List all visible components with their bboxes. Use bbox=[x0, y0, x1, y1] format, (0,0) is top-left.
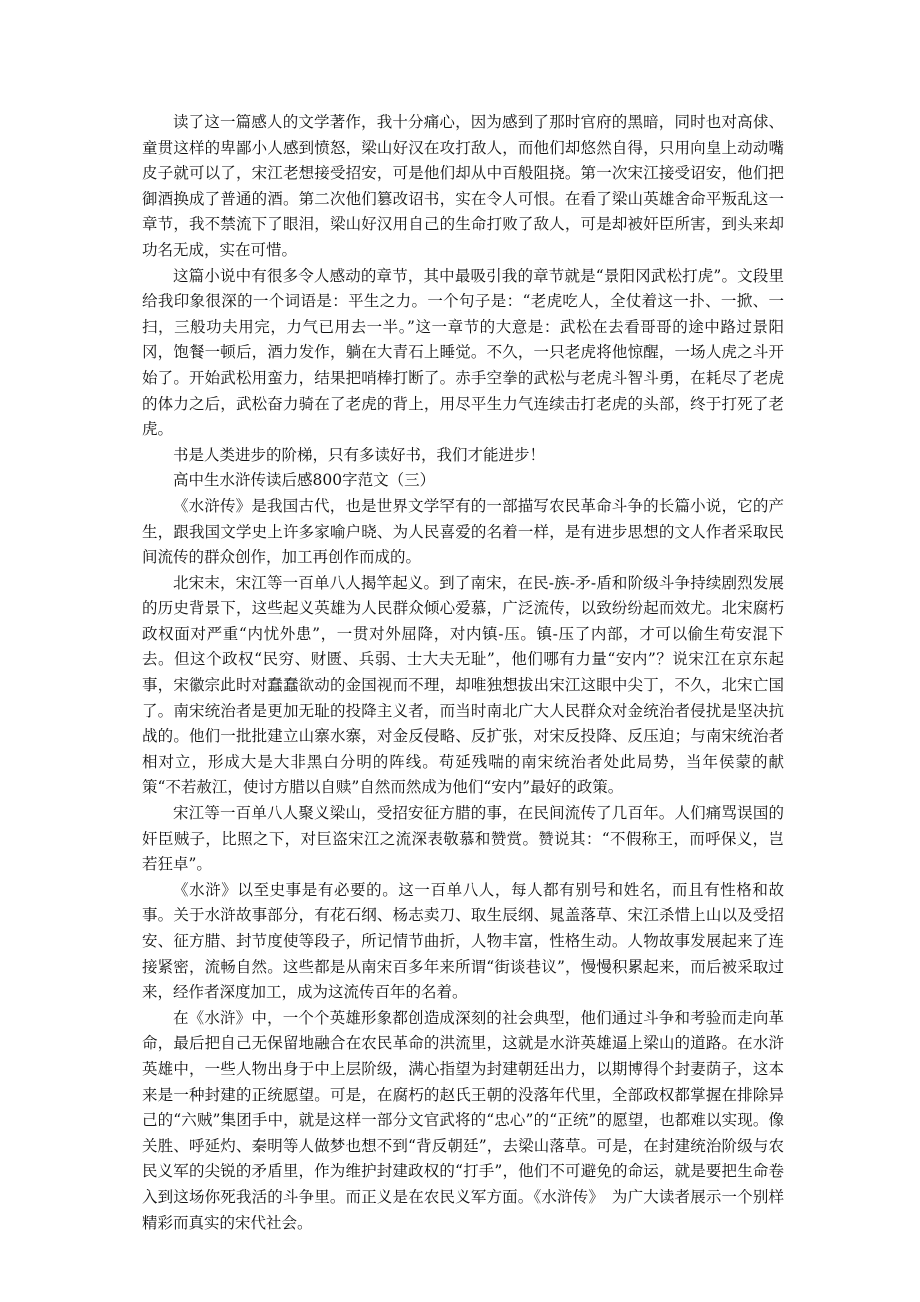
paragraph-5: 北宋末，宋江等一百单八人揭竿起义。到了南宋，在民-族-矛-盾和阶级斗争持续剧烈发展的历史背景下，这些起义英雄为人民群众倾心爱慕，广泛流传，以致纷纷起而效尤。北宋腐朽政权面对严重“内忧外患”，一贯对外屈降，对内镇-压。镇-压了内部，才可以偷生苟安混下去。但这个政权“民穷、财匮、兵弱、士大夫无耻”，他们哪有力量“安内”？说宋江在京东起事，宋徽宗此时对蠢蠢欲动的金国视而不理，却唯独想拔出宋江这眼中尖丁，不久，北宋亡国了。南宋统治者是更加无耻的投降主义者，而当时南北广大人民群众对金统治者侵扰是坚决抗战的。他们一批批建立山寨水寨，对金反侵略、反扩张，对宋反投降、反压迫；与南宋统治者相对立，形成大是大非黑白分明的阵线。苟延残喘的南宋统治者处此局势，当年侯蒙的献策“不若赦江，使讨方腊以自赎”自然而然成为他们“安内”最好的政策。 bbox=[142, 573, 784, 797]
paragraph-1: 读了这一篇感人的文学著作，我十分痛心，因为感到了那时官府的黑暗，同时也对高俅、童贯这样的卑鄙小人感到愤怒，梁山好汉在攻打敌人，而他们却悠然自得，只用向皇上动动嘴皮子就可以了，宋江老想接受招安，可是他们却从中百般阻挠。第一次宋江接受诏安，他们把御酒换成了普通的酒。第二次他们篡改诏书，实在令人可恨。在看了梁山英雄舍命平叛乱这一章节，我不禁流下了眼泪，梁山好汉用自己的生命打败了敌人，可是却被奸臣所害，到头来却功名无成，实在可惜。 bbox=[142, 113, 784, 259]
paragraph-2: 这篇小说中有很多令人感动的章节，其中最吸引我的章节就是“景阳冈武松打虎”。文段里给我印象很深的一个词语是：平生之力。一个句子是：“老虎吃人，全仗着这一扑、一掀、一扫，三般功夫用完，力气已用去一半。”这一章节的大意是：武松在去看哥哥的途中路过景阳冈，饱餐一顿后，酒力发作，躺在大青石上睡觉。不久，一只老虎将他惊醒，一场人虎之斗开始了。开始武松用蛮力，结果把哨棒打断了。赤手空拳的武松与老虎斗智斗勇，在耗尽了老虎的体力之后，武松奋力骑在了老虎的背上，用尽平生力气连续击打老虎的头部，终于打死了老虎。 bbox=[142, 266, 784, 439]
section-heading: 高中生水浒传读后感800字范文（三） bbox=[173, 471, 436, 490]
paragraph-3: 书是人类进步的阶梯，只有多读好书，我们才能进步！ bbox=[173, 445, 546, 464]
paragraph-8: 在《水浒》中，一个个英雄形象都创造成深刻的社会典型，他们通过斗争和考验而走向革命，最后把自己无保留地融合在农民革命的洪流里，这就是水浒英雄逼上梁山的道路。在水浒英雄中，一些人物出身于中上层阶级，满心指望为封建朝廷出力，以期博得个封妻荫子，这本来是一种封建的正统愿望。可是，在腐朽的赵氏王朝的没落年代里，全部政权都掌握在排除异己的“六贼”集团手中，就是这样一部分文官武将的“忠心”的“正统”的愿望，也都难以实现。像关胜、呼延灼、秦明等人做梦也想不到“背反朝廷”，去梁山落草。可是，在封建统治阶级与农民义军的尖锐的矛盾里，作为维护封建政权的“打手”，他们不可避免的命运，就是要把生命卷入到这场你死我活的斗争里。而正义是在农民义军方面。《水浒传》 为广大读者展示一个别样精彩而真实的宋代社会。 bbox=[142, 1008, 784, 1232]
paragraph-4: 《水浒传》是我国古代，也是世界文学罕有的一部描写农民革命斗争的长篇小说，它的产生，跟我国文学史上许多家喻户晓、为人民喜爱的名着一样，是有进步思想的文人作者采取民间流传的群众创作，加工再创作而成的。 bbox=[142, 496, 784, 567]
paragraph-6: 宋江等一百单八人聚义梁山，受招安征方腊的事，在民间流传了几百年。人们痛骂误国的奸臣贼子，比照之下，对巨盗宋江之流深表敬慕和赞赏。赞说其：“不假称王，而呼保义，岂若狂卓”。 bbox=[142, 804, 784, 874]
paragraph-7: 《水浒》以至史事是有必要的。这一百单八人，每人都有别号和姓名，而且有性格和故事。关于水浒故事部分，有花石纲、杨志卖刀、取生辰纲、晁盖落草、宋江杀惜上山以及受招安、征方腊、封节度使等段子，所记情节曲折，人物丰富，性格生动。人物故事发展起来了连接紧密，流畅自然。这些都是从南宋百多年来所谓“街谈巷议”，慢慢积累起来，而后被采取过来，经作者深度加工，成为这流传百年的名着。 bbox=[142, 880, 784, 1002]
